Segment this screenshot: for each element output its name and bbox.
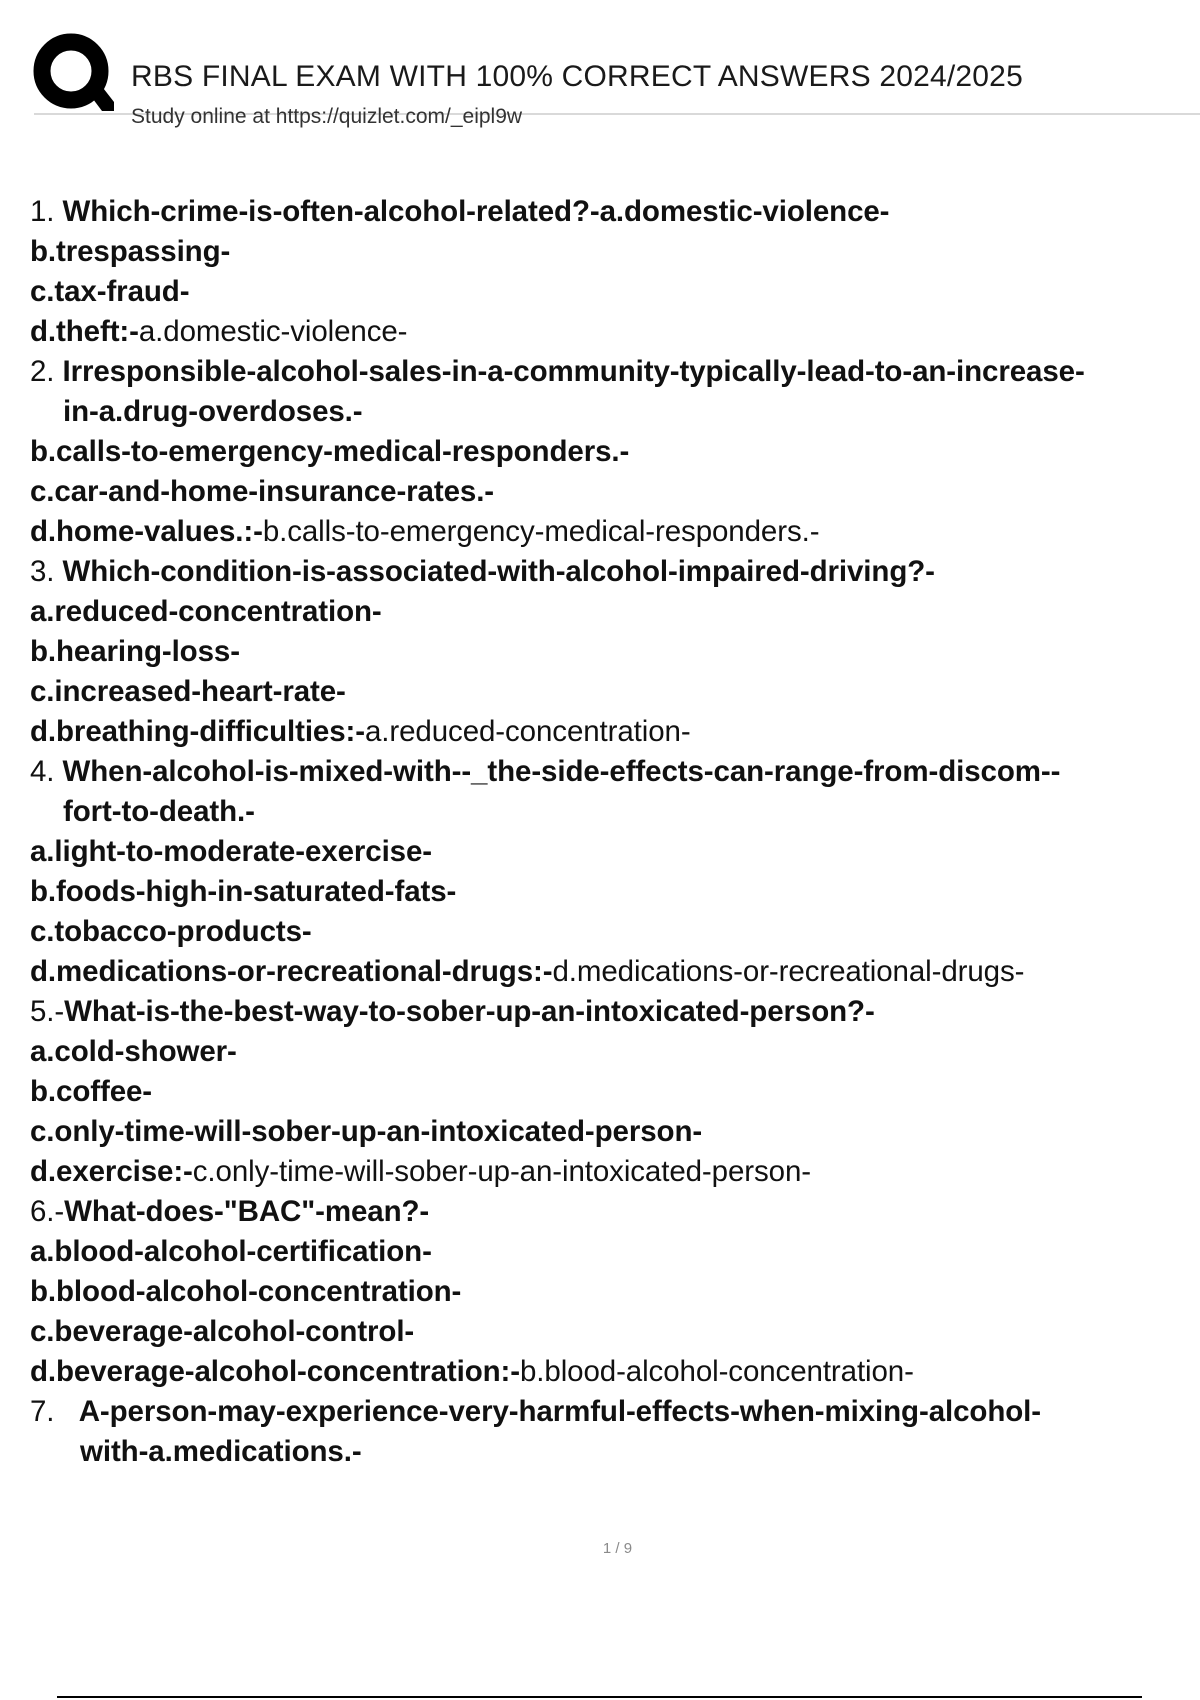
page-number: 1 / 9 <box>602 1540 633 1557</box>
correct-answer: c.only-time-will-sober-up-an-intoxicated-person- <box>192 1155 811 1188</box>
bottom-divider <box>57 1696 1142 1698</box>
question-list <box>30 192 1190 1472</box>
study-link-text: Study online at https://quizlet.com/_eipl9w <box>131 105 523 128</box>
question-text-continuation: fort-to-death.- <box>63 795 255 828</box>
question-text-continuation: in-a.drug-overdoses.- <box>63 395 363 428</box>
answer-line <box>30 1152 1190 1192</box>
answer-line <box>30 952 1190 992</box>
answer-option: d.theft:- <box>30 315 139 348</box>
answer-option: d.medications-or-recreational-drugs:- <box>30 955 553 988</box>
question-number: 6.- <box>30 1195 65 1228</box>
document-title: RBS FINAL EXAM WITH 100% CORRECT ANSWERS 2024/2025 <box>131 60 1023 93</box>
answer-option: b.hearing-loss- <box>30 635 240 668</box>
question-text: Irresponsible-alcohol-sales-in-a-community-typically-lead-to-an-increase- <box>62 355 1085 388</box>
answer-line <box>30 712 1190 752</box>
answer-option: b.calls-to-emergency-medical-responders.- <box>30 435 630 468</box>
correct-answer: b.blood-alcohol-concentration- <box>519 1355 914 1388</box>
answer-option: a.light-to-moderate-exercise- <box>30 835 433 868</box>
answer-line <box>30 1352 1190 1392</box>
correct-answer: d.medications-or-recreational-drugs- <box>552 955 1025 988</box>
answer-option: d.beverage-alcohol-concentration:- <box>30 1355 520 1388</box>
page-header <box>28 28 1200 138</box>
question-number: 5.- <box>30 995 65 1028</box>
answer-line <box>30 512 1190 552</box>
answer-option: d.home-values.:- <box>30 515 263 548</box>
question-3-line <box>30 552 1190 592</box>
question-number: 3. <box>30 555 55 588</box>
answer-option: b.trespassing- <box>30 235 231 268</box>
answer-option: b.blood-alcohol-concentration- <box>30 1275 462 1308</box>
answer-option: b.coffee- <box>30 1075 153 1108</box>
answer-option: c.tobacco-products- <box>30 915 312 948</box>
question-number: 1. <box>30 195 55 228</box>
answer-option: b.foods-high-in-saturated-fats- <box>30 875 457 908</box>
question-6-line <box>30 1192 1190 1232</box>
answer-option: c.increased-heart-rate- <box>30 675 346 708</box>
question-text: Which-condition-is-associated-with-alcohol-impaired-driving?- <box>62 555 935 588</box>
answer-line <box>30 312 1190 352</box>
question-1-line <box>30 192 1190 232</box>
quizlet-logo-icon <box>32 32 114 114</box>
answer-option: c.only-time-will-sober-up-an-intoxicated-person- <box>30 1115 703 1148</box>
question-text: What-is-the-best-way-to-sober-up-an-intoxicated-person?- <box>64 995 875 1028</box>
answer-option: c.car-and-home-insurance-rates.- <box>30 475 495 508</box>
answer-option: a.reduced-concentration- <box>30 595 382 628</box>
question-number: 4. <box>30 755 55 788</box>
question-number: 7. <box>30 1395 55 1428</box>
question-text: What-does-"BAC"-mean?- <box>64 1195 430 1228</box>
correct-answer: a.domestic-violence- <box>138 315 408 348</box>
answer-option: d.exercise:- <box>30 1155 193 1188</box>
question-text: A-person-may-experience-very-harmful-effects-when-mixing-alcohol- <box>78 1395 1041 1428</box>
answer-option: d.breathing-difficulties:- <box>30 715 365 748</box>
correct-answer: a.reduced-concentration- <box>365 715 691 748</box>
answer-option: a.blood-alcohol-certification- <box>30 1235 432 1268</box>
question-7-line <box>30 1392 1190 1432</box>
question-text-continuation: with-a.medications.- <box>80 1435 362 1468</box>
correct-answer: b.calls-to-emergency-medical-responders.- <box>262 515 820 548</box>
question-text: When-alcohol-is-mixed-with--_the-side-effects-can-range-from-discom-- <box>62 755 1061 788</box>
answer-option: a.cold-shower- <box>30 1035 237 1068</box>
answer-option: c.tax-fraud- <box>30 275 190 308</box>
question-number: 2. <box>30 355 55 388</box>
question-text: Which-crime-is-often-alcohol-related?-a.domestic-violence- <box>62 195 890 228</box>
answer-option: c.beverage-alcohol-control- <box>30 1315 415 1348</box>
question-5-line <box>30 992 1190 1032</box>
question-4-line <box>30 752 1190 792</box>
question-2-line <box>30 352 1190 392</box>
